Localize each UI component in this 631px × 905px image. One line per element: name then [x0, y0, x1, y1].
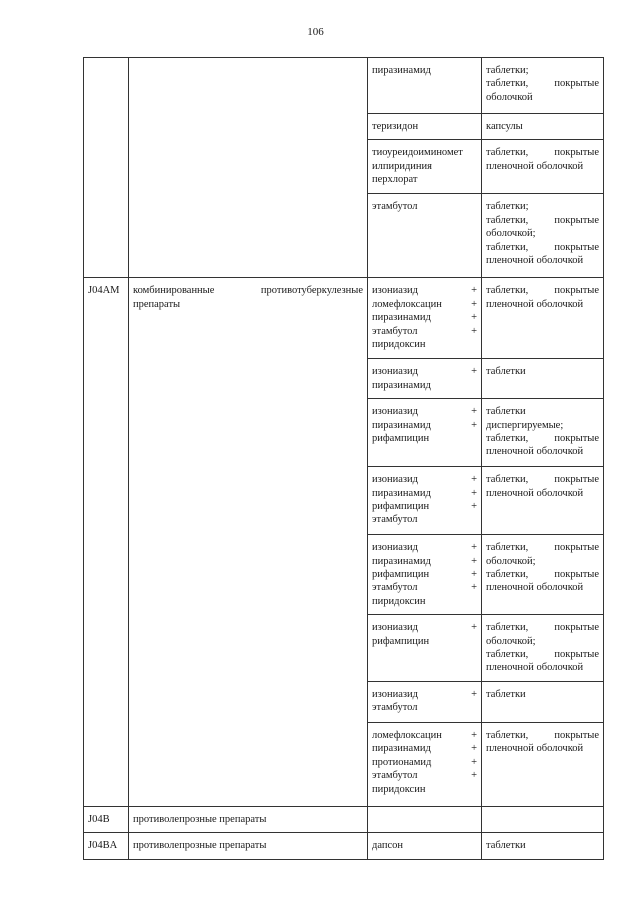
dosage-form-cell: таблетки, покрытые пленочной оболочкой: [482, 467, 604, 535]
drug-combination-cell: изониазид + пиразинамид + рифампицин + этамбутол: [368, 467, 482, 535]
drug-combination-cell: изониазид + рифампицин: [368, 615, 482, 682]
dosage-form-cell: капсулы: [482, 114, 604, 140]
table-row: [84, 833, 604, 859]
drug-combination-cell: изониазид + пиразинамид + рифампицин + этамбутол + пиридоксин: [368, 535, 482, 615]
drug-combination-cell: изониазид + пиразинамид + рифампицин: [368, 399, 482, 467]
dosage-form-cell: таблетки: [482, 359, 604, 399]
drug-combination-cell: изониазид + этамбутол: [368, 681, 482, 722]
drug-name-cell: этамбутол: [368, 194, 482, 278]
group-name-cell: [129, 58, 368, 278]
dosage-form-cell: таблетки, покрытые оболочкой; таблетки, покрытые пленочной оболочкой: [482, 535, 604, 615]
atc-code-cell: J04BA: [84, 833, 129, 859]
group-name-cell: комбинированные противотуберкулезные препараты: [129, 278, 368, 806]
dosage-form-cell: таблетки; таблетки, покрытые оболочкой; таблетки, покрытые пленочной оболочкой: [482, 194, 604, 278]
drug-table: [83, 57, 604, 860]
drug-name-cell: пиразинамид: [368, 58, 482, 114]
atc-code-cell: J04AM: [84, 278, 129, 806]
drug-name-cell: теризидон: [368, 114, 482, 140]
drug-combination-cell: изониазид + ломефлоксацин + пиразинамид + этамбутол + пиридоксин: [368, 278, 482, 359]
group-name-cell: противолепрозные препараты: [129, 833, 368, 859]
dosage-form-cell: таблетки, покрытые оболочкой; таблетки, покрытые пленочной оболочкой: [482, 615, 604, 682]
atc-code-cell: [84, 58, 129, 278]
page-number: 106: [307, 26, 324, 38]
table-row: [84, 58, 604, 114]
atc-code-cell: J04B: [84, 806, 129, 832]
dosage-form-cell: таблетки; таблетки, покрытые оболочкой: [482, 58, 604, 114]
dosage-form-cell: таблетки, покрытые пленочной оболочкой: [482, 140, 604, 194]
drug-name-cell: [368, 806, 482, 832]
dosage-form-cell: таблетки, покрытые пленочной оболочкой: [482, 722, 604, 806]
dosage-form-cell: таблетки диспергируемые; таблетки, покрытые пленочной оболочкой: [482, 399, 604, 467]
table-row: [84, 806, 604, 832]
dosage-form-cell: таблетки: [482, 681, 604, 722]
drug-name-cell: тиоуреидоиминомет илпиридиния перхлорат: [368, 140, 482, 194]
dosage-form-cell: таблетки, покрытые пленочной оболочкой: [482, 278, 604, 359]
dosage-form-cell: [482, 806, 604, 832]
drug-combination-cell: изониазид + пиразинамид: [368, 359, 482, 399]
drug-name-cell: дапсон: [368, 833, 482, 859]
drug-combination-cell: ломефлоксацин + пиразинамид + протионамид + этамбутол + пиридоксин: [368, 722, 482, 806]
table-row: [84, 278, 604, 359]
group-name-cell: противолепрозные препараты: [129, 806, 368, 832]
dosage-form-cell: таблетки: [482, 833, 604, 859]
